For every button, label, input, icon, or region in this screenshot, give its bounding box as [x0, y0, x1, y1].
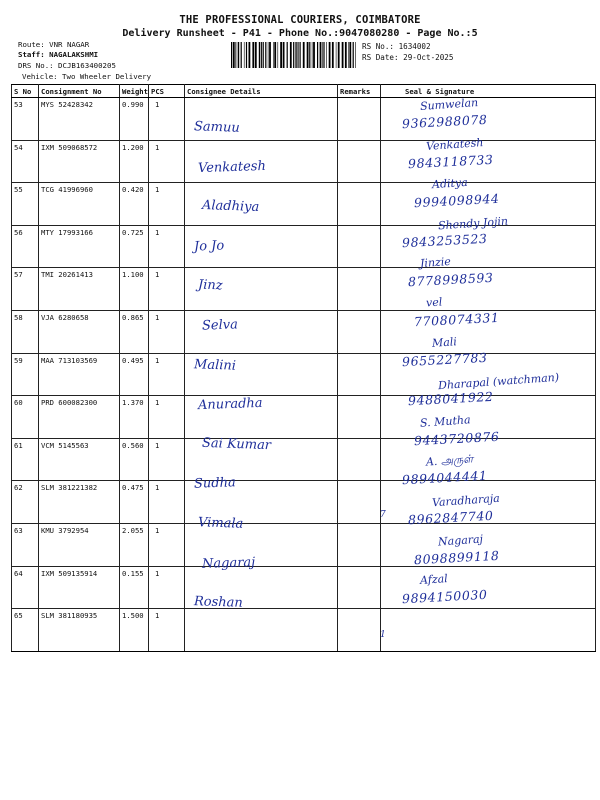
- remark-mark: 7: [380, 510, 386, 520]
- weight-cell: 1.100: [120, 268, 149, 311]
- handwritten-consignee-name: Sudha: [193, 475, 236, 493]
- sno-cell: 55: [12, 183, 39, 226]
- pcs-cell: 1: [149, 225, 185, 268]
- barcode-bar: [235, 42, 236, 68]
- handwritten-phone: 8778998593: [407, 270, 494, 290]
- remarks-cell: [338, 98, 381, 141]
- pcs-cell: 1: [149, 396, 185, 439]
- consignment-cell: TCG 41996960: [39, 183, 120, 226]
- sno-cell: 61: [12, 438, 39, 481]
- handwritten-phone: 9655227783: [401, 349, 488, 369]
- barcode-bar: [295, 42, 296, 68]
- sno-cell: 56: [12, 225, 39, 268]
- handwritten-phone: 9362988078: [401, 111, 488, 132]
- handwritten-consignee-name: Malini: [193, 356, 237, 374]
- weight-cell: 0.560: [120, 438, 149, 481]
- handwritten-signature: Varadharaja: [431, 491, 501, 510]
- barcode-bar: [238, 42, 239, 68]
- table-row: [12, 98, 596, 141]
- sno-cell: 54: [12, 140, 39, 183]
- barcode-bar: [290, 42, 292, 68]
- handwritten-phone: 7708074331: [413, 309, 500, 330]
- staff-label: Staff: NAGALAKSHMI: [18, 50, 99, 59]
- barcode-bar: [278, 42, 279, 68]
- vehicle-label: Vehicle: Two Wheeler Delivery: [22, 72, 152, 81]
- pcs-cell: 1: [149, 98, 185, 141]
- consignment-cell: SLM 381180935: [39, 609, 120, 652]
- barcode-bar: [312, 42, 313, 68]
- weight-cell: 0.865: [120, 310, 149, 353]
- pcs-cell: 1: [149, 523, 185, 566]
- handwritten-consignee-name: Roshan: [193, 594, 244, 612]
- rs-number: RS No.: 1634002: [362, 42, 431, 51]
- consignment-cell: MAA 713103569: [39, 353, 120, 396]
- consignment-cell: IXM 509135914: [39, 566, 120, 609]
- table-row: [12, 566, 596, 609]
- barcode-bar: [280, 42, 282, 68]
- weight-cell: 0.725: [120, 225, 149, 268]
- handwritten-signature: Mali: [431, 334, 458, 350]
- table-row: [12, 183, 596, 226]
- remarks-cell: [338, 438, 381, 481]
- column-header-consignee: Consignee Details: [185, 85, 338, 98]
- pcs-cell: 1: [149, 140, 185, 183]
- column-header-pcs: PCS: [149, 85, 185, 98]
- handwritten-signature: Afzal: [419, 572, 449, 588]
- handwritten-consignee-name: Jinz: [197, 277, 223, 294]
- consignment-cell: MYS 52428342: [39, 98, 120, 141]
- barcode-bar: [326, 42, 327, 68]
- table-row: [12, 396, 596, 439]
- remarks-cell: [338, 609, 381, 652]
- pcs-cell: 1: [149, 566, 185, 609]
- sno-cell: 65: [12, 609, 39, 652]
- pcs-cell: 1: [149, 310, 185, 353]
- pcs-cell: 1: [149, 353, 185, 396]
- table-header-row: [12, 85, 596, 98]
- barcode-bar: [336, 42, 337, 68]
- barcode-bar: [322, 42, 323, 68]
- handwritten-signature: Shendy Jojin: [437, 214, 509, 233]
- consignment-cell: KMU 3792954: [39, 523, 120, 566]
- barcode-bar: [231, 42, 232, 68]
- barcode-bar: [296, 42, 297, 68]
- handwritten-consignee-name: Samuu: [193, 119, 240, 136]
- remark-mark: 1: [380, 630, 386, 640]
- barcode-bar: [265, 42, 266, 68]
- column-header-consignment: Consignment No: [39, 85, 120, 98]
- consignee-cell: [185, 609, 338, 652]
- barcode-bar: [259, 42, 260, 68]
- consignment-cell: PRD 600082300: [39, 396, 120, 439]
- handwritten-signature: vel: [425, 295, 443, 310]
- table-row: [12, 609, 596, 652]
- pcs-cell: 1: [149, 481, 185, 524]
- remarks-cell: [338, 225, 381, 268]
- remarks-cell: [338, 353, 381, 396]
- pcs-cell: 1: [149, 268, 185, 311]
- handwritten-phone: 9843118733: [407, 151, 494, 171]
- remarks-cell: [338, 396, 381, 439]
- barcode-bar: [348, 42, 349, 68]
- barcode-bar: [307, 42, 309, 68]
- barcode-bar: [349, 42, 351, 68]
- handwritten-phone: 8098899118: [413, 547, 500, 567]
- consignment-cell: IXM 509068572: [39, 140, 120, 183]
- weight-cell: 1.500: [120, 609, 149, 652]
- barcode-bar: [323, 42, 324, 68]
- route-label: Route: VNR NAGAR: [18, 40, 90, 49]
- barcode-bar: [345, 42, 347, 68]
- sno-cell: 62: [12, 481, 39, 524]
- handwritten-phone: 8962847740: [407, 507, 494, 528]
- barcode-bar: [355, 42, 356, 68]
- barcode-bar: [255, 42, 257, 68]
- table-row: [12, 310, 596, 353]
- barcode-bar: [309, 42, 310, 68]
- handwritten-phone: 9843253523: [401, 230, 488, 251]
- handwritten-consignee-name: Jo Jo: [193, 238, 225, 255]
- barcode-bar: [303, 42, 305, 68]
- sno-cell: 59: [12, 353, 39, 396]
- table-row: [12, 481, 596, 524]
- barcode-bar: [244, 42, 245, 68]
- handwritten-phone: 9894150030: [401, 586, 488, 607]
- table-row: [12, 438, 596, 481]
- handwritten-signature: Aditya: [431, 175, 469, 192]
- remarks-cell: [338, 310, 381, 353]
- handwritten-consignee-name: Sai Kumar: [201, 435, 272, 453]
- consignment-cell: MTY 17993166: [39, 225, 120, 268]
- handwritten-signature: Jinzie: [419, 255, 452, 271]
- barcode-bar: [329, 42, 331, 68]
- barcode-bar: [317, 42, 318, 68]
- remarks-cell: [338, 268, 381, 311]
- remarks-cell: [338, 183, 381, 226]
- barcode-bar: [269, 42, 271, 68]
- sno-cell: 64: [12, 566, 39, 609]
- barcode-bar: [283, 42, 285, 68]
- sno-cell: 58: [12, 310, 39, 353]
- barcode-bar: [287, 42, 288, 68]
- table-row: [12, 268, 596, 311]
- barcode-bar: [342, 42, 344, 68]
- handwritten-consignee-name: Vimala: [197, 515, 244, 532]
- barcode-bar: [313, 42, 315, 68]
- barcode-bar: [293, 42, 294, 68]
- page-title: THE PROFESSIONAL COURIERS, COIMBATORE: [179, 14, 421, 26]
- barcode-bar: [246, 42, 247, 68]
- signature-cell: [381, 609, 596, 652]
- table-row: [12, 140, 596, 183]
- handwritten-phone: 9994098944: [413, 190, 500, 211]
- barcode-bar: [249, 42, 251, 68]
- rs-date: RS Date: 29-Oct-2025: [362, 53, 454, 62]
- column-header-weight: Weight: [120, 85, 149, 98]
- barcode-bar: [353, 42, 354, 68]
- remarks-cell: [338, 566, 381, 609]
- barcode-bar: [332, 42, 334, 68]
- pcs-cell: 1: [149, 609, 185, 652]
- remarks-cell: [338, 481, 381, 524]
- remarks-cell: [338, 523, 381, 566]
- handwritten-consignee-name: Anuradha: [197, 396, 263, 414]
- handwritten-consignee-name: Aladhiya: [201, 198, 260, 216]
- sno-cell: 53: [12, 98, 39, 141]
- barcode-bar: [263, 42, 264, 68]
- pcs-cell: 1: [149, 438, 185, 481]
- handwritten-consignee-name: Selva: [201, 317, 239, 334]
- barcode-bar: [241, 42, 242, 68]
- consignment-cell: VJA 6280658: [39, 310, 120, 353]
- pcs-cell: 1: [149, 183, 185, 226]
- column-header-signature: Seal & Signature: [381, 85, 596, 98]
- column-header-sno: S No: [12, 85, 39, 98]
- barcode-bar: [298, 42, 299, 68]
- weight-cell: 1.200: [120, 140, 149, 183]
- handwritten-phone: 9894044441: [401, 468, 488, 488]
- barcode-bar: [338, 42, 340, 68]
- handwritten-signature: A. அருள்: [425, 452, 474, 470]
- barcode-bar: [261, 42, 262, 68]
- barcode-bar: [268, 42, 269, 68]
- drs-label: DRS No.: DCJB163400205: [18, 61, 116, 70]
- weight-cell: 0.155: [120, 566, 149, 609]
- page-subtitle: Delivery Runsheet - P41 - Phone No.:9047080280 - Page No.:5: [122, 28, 478, 39]
- weight-cell: 1.370: [120, 396, 149, 439]
- consignment-cell: SLM 381221382: [39, 481, 120, 524]
- weight-cell: 0.990: [120, 98, 149, 141]
- barcode-bar: [274, 42, 276, 68]
- runsheet-table: [11, 84, 596, 652]
- sno-cell: 60: [12, 396, 39, 439]
- weight-cell: 0.475: [120, 481, 149, 524]
- column-header-remarks: Remarks: [338, 85, 381, 98]
- handwritten-signature: Dharapal (watchman): [437, 370, 560, 393]
- table-row: [12, 225, 596, 268]
- sno-cell: 63: [12, 523, 39, 566]
- handwritten-consignee-name: Venkatesh: [197, 158, 267, 176]
- barcode-bar: [233, 42, 235, 68]
- handwritten-signature: Venkatesh: [425, 135, 484, 153]
- handwritten-signature: Nagaraj: [437, 532, 484, 549]
- handwritten-signature: S. Mutha: [419, 413, 471, 430]
- barcode-bar: [273, 42, 274, 68]
- barcode-bar: [300, 42, 301, 68]
- weight-cell: 2.055: [120, 523, 149, 566]
- barcode-bar: [237, 42, 238, 68]
- weight-cell: 0.495: [120, 353, 149, 396]
- barcode: [230, 42, 358, 68]
- remarks-cell: [338, 140, 381, 183]
- handwritten-phone: 9488041922: [407, 388, 494, 409]
- barcode-bar: [320, 42, 322, 68]
- handwritten-phone: 9443720876: [413, 428, 500, 449]
- consignment-cell: VCM 5145563: [39, 438, 120, 481]
- consignment-cell: TMI 20261413: [39, 268, 120, 311]
- weight-cell: 0.420: [120, 183, 149, 226]
- barcode-bar: [252, 42, 254, 68]
- table-row: [12, 523, 596, 566]
- handwritten-consignee-name: Nagaraj: [201, 554, 256, 572]
- sno-cell: 57: [12, 268, 39, 311]
- handwritten-signature: Sumwelan: [419, 95, 479, 114]
